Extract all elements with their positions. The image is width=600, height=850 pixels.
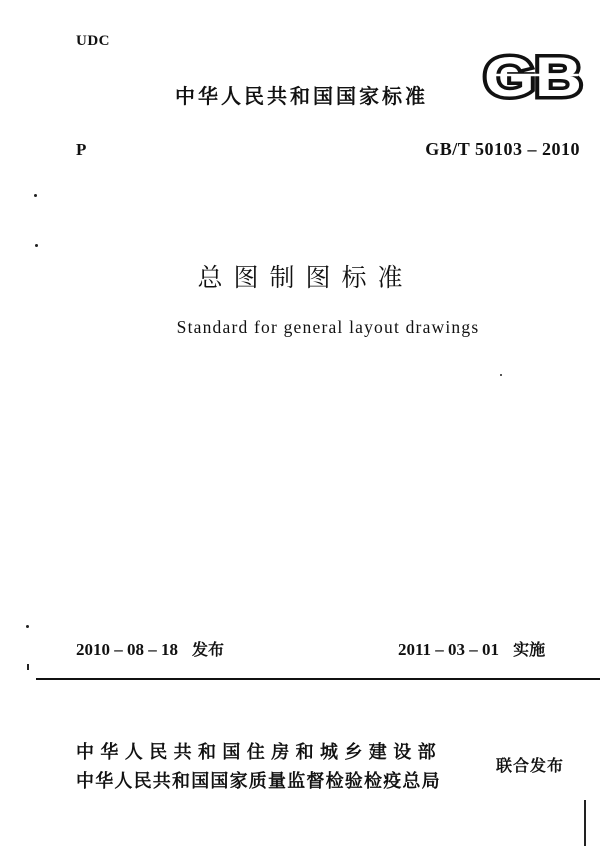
issue-date: 2010 – 08 – 18: [76, 640, 178, 659]
issue-date-block: [76, 637, 224, 660]
effective-label: 实施: [513, 640, 546, 659]
gb-logo-text: GB: [484, 50, 582, 102]
issuer-ministry-housing: 中华人民共和国住房和城乡建设部: [76, 742, 442, 763]
scan-speck: [27, 664, 29, 670]
effective-date-block: [398, 637, 545, 660]
scan-speck: [26, 625, 29, 628]
classification-code: P: [76, 140, 87, 159]
national-standard-heading: 中华人民共和国国家标准: [175, 84, 428, 108]
scan-speck: [34, 194, 37, 197]
document-title-english: Standard for general layout drawings: [176, 317, 480, 337]
scan-speck: [500, 374, 502, 376]
joint-issue-label: 联合发布: [496, 756, 565, 775]
horizontal-rule: [36, 678, 600, 680]
udc-label: UDC: [76, 33, 110, 49]
issuer-quality-administration: 中华人民共和国国家质量监督检验检疫总局: [76, 771, 441, 792]
document-title-chinese: 总图制图标准: [197, 263, 414, 292]
effective-date: 2011 – 03 – 01: [398, 640, 500, 659]
issuing-authorities: [76, 738, 442, 796]
scan-edge-mark: [584, 800, 586, 846]
scan-speck: [35, 244, 38, 247]
gb-logo: [482, 50, 584, 102]
issue-label: 发布: [192, 640, 225, 659]
standard-number: GB/T 50103 – 2010: [425, 139, 580, 159]
